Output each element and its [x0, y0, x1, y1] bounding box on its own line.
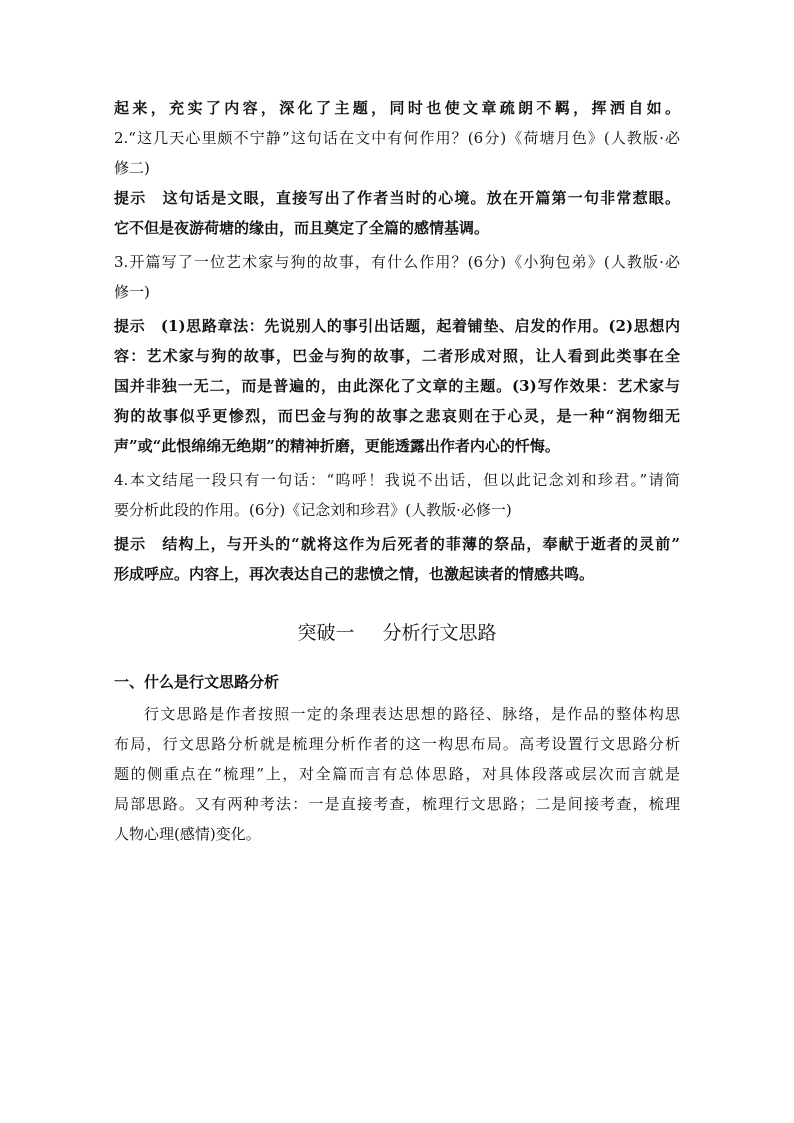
answer-3-line-1: 提示 (1)思路章法：先说别人的事引出话题，起着铺垫、启发的作用。(2)思想内: [114, 317, 680, 335]
question-2-line-1: 2.“这几天心里颇不宁静”这句话在文中有何作用？(6分)《荷塘月色》(人教版·必: [114, 129, 680, 147]
section-title-text: 分析行文思路: [382, 622, 497, 644]
body-line-4: 局部思路。又有两种考法：一是直接考查，梳理行文思路；二是间接考查，梳理: [114, 795, 680, 813]
answer-3-line-2: 容：艺术家与狗的故事，巴金与狗的故事，二者形成对照，让人看到此类事在全: [114, 347, 680, 365]
question-4-line-2: 要分析此段的作用。(6分)《记念刘和珍君》(人教版·必修一): [114, 501, 512, 519]
question-3-line-1: 3.开篇写了一位艺术家与狗的故事，有什么作用？(6分)《小狗包弟》(人教版·必: [114, 253, 680, 271]
body-line-1: 行文思路是作者按照一定的条理表达思想的路径、脉络，是作品的整体构思: [144, 705, 680, 723]
question-3-line-2: 修一): [114, 283, 150, 301]
answer-2-line-1: 提示 这句话是文眼，直接写出了作者当时的心境。放在开篇第一句非常惹眼。: [114, 189, 680, 207]
answer-4-line-1: 提示 结构上，与开头的“就将这作为后死者的菲薄的祭品，奉献于逝者的灵前”: [114, 535, 680, 553]
subheading: 一、什么是行文思路分析: [114, 673, 280, 691]
answer-4-line-2: 形成呼应。内容上，再次表达自己的悲愤之情，也激起读者的情感共鸣。: [114, 565, 595, 583]
body-line-3: 题的侧重点在“梳理”上，对全篇而言有总体思路，对具体段落或层次而言就是: [114, 765, 680, 783]
section-title-number: 突破一: [297, 622, 355, 644]
answer-3-line-4: 狗的故事似乎更惨烈，而巴金与狗的故事之悲哀则在于心灵，是一种“润物细无: [114, 407, 680, 425]
question-4-line-1: 4.本文结尾一段只有一句话：“呜呼！我说不出话，但以此记念刘和珍君。”请简: [114, 471, 680, 489]
body-line-2: 布局，行文思路分析就是梳理分析作者的这一构思布局。高考设置行文思路分析: [114, 735, 680, 753]
answer-2-line-2: 它不但是夜游荷塘的缘由，而且奠定了全篇的感情基调。: [114, 219, 490, 237]
answer-3-line-5: 声”或“此恨绵绵无绝期”的精神折磨，更能透露出作者内心的忏悔。: [114, 437, 560, 455]
section-title: [0, 620, 794, 646]
answer-3-line-3: 国并非独一无二，而是普遍的，由此深化了文章的主题。(3)写作效果：艺术家与: [114, 377, 680, 395]
question-2-line-2: 修二): [114, 159, 150, 177]
answer-line-1-continued: 起来，充实了内容，深化了主题，同时也使文章疏朗不羁，挥洒自如。: [114, 99, 680, 117]
body-line-5: 人物心理(感情)变化。: [114, 825, 261, 843]
